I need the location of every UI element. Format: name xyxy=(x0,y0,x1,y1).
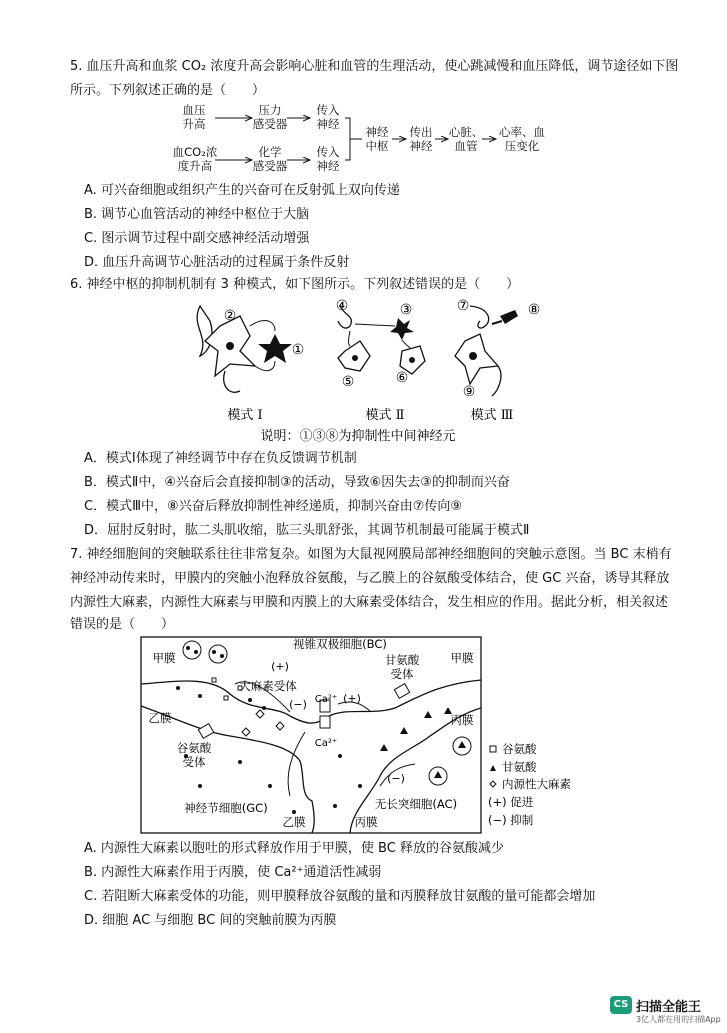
glu-receptor-label1: 谷氨酸 xyxy=(176,741,212,755)
camscanner-watermark xyxy=(610,992,722,1028)
q6-num-2: ② xyxy=(223,308,237,324)
q5-option-d: D. 血压升高调节心脏活动的过程属于条件反射 xyxy=(84,255,350,270)
q6-num-6: ⑥ xyxy=(395,370,409,386)
q6-num-3: ③ xyxy=(399,302,413,318)
jia-right-label: 甲膜 xyxy=(450,651,474,665)
q6-stem: 6. 神经中枢的抑制机制有 3 种模式，如下图所示。下列叙述错误的是（ ） xyxy=(70,277,520,292)
q6-num-8: ⑧ xyxy=(527,302,540,318)
q6-option-c: C．模式Ⅲ中，⑧兴奋后释放抑制性神经递质，抑制兴奋由⑦传向⑨ xyxy=(84,499,463,514)
q6-num-7: ⑦ xyxy=(456,298,470,314)
yi-left-label: 乙膜 xyxy=(148,711,172,725)
q7-option-b: B. 内源性大麻素作用于丙膜，使 Ca²⁺通道活性减弱 xyxy=(84,865,382,880)
q7-option-a: A. 内源性大麻素以胞吐的形式释放作用于甲膜，使 BC 释放的谷氨酸减少 xyxy=(84,841,504,856)
cb-receptor-label: 大麻素受体 xyxy=(239,679,297,693)
mode1-diagram xyxy=(197,306,292,392)
q6-option-a: A．模式Ⅰ体现了神经调节中存在负反馈调节机制 xyxy=(84,451,357,466)
q6-label-mode3: 模式 Ⅲ xyxy=(470,408,514,423)
q5-node-center: 神经 中枢 xyxy=(365,125,389,153)
q6-option-b: B．模式Ⅱ中，④兴奋后会直接抑制③的活动，导致⑥因失去③的抑制而兴奋 xyxy=(84,475,510,490)
q6-num-4: ④ xyxy=(335,298,349,314)
ac-label: 无长突细胞(AC) xyxy=(374,797,458,811)
q5-node-afferent2: 传入 神经 xyxy=(316,145,340,173)
q5-option-b: B. 调节心血管活动的神经中枢位于大脑 xyxy=(84,207,310,222)
q7-synapse-figure xyxy=(140,636,600,836)
camscanner-tagline: 3亿人都在用的扫描App xyxy=(636,1015,721,1024)
q7-stem-line3: 内源性大麻素，内源性大麻素与甲膜和丙膜上的大麻素受体结合，发生相应的作用。据此分析，相关叙述 xyxy=(70,595,669,610)
plus-label-2: (+) xyxy=(343,692,361,705)
jia-left-label: 甲膜 xyxy=(152,651,176,665)
q5-stem-line2: 所示。下列叙述正确的是（ ） xyxy=(70,83,266,98)
q6-caption: 说明：①③⑧为抑制性中间神经元 xyxy=(260,429,456,444)
q6-num-5: ⑤ xyxy=(341,374,355,390)
q5-node-bp-rise: 血压 升高 xyxy=(182,103,206,131)
mode3-diagram xyxy=(455,306,518,396)
q5-option-a: A. 可兴奋细胞或组织产生的兴奋可在反射弧上双向传递 xyxy=(84,183,400,198)
q6-label-mode2: 模式 Ⅱ xyxy=(365,408,405,423)
minus-label-1: (−) xyxy=(289,698,307,711)
ca-label-2: Ca²⁺ xyxy=(314,738,338,749)
q5-node-afferent1: 传入 神经 xyxy=(316,103,340,131)
camscanner-logo-icon: CS xyxy=(610,996,632,1014)
q5-node-result: 心率、血 压变化 xyxy=(499,125,545,153)
q7-stem-line4: 错误的是（ ） xyxy=(70,617,175,632)
q5-stem-line1: 5. 血压升高和血浆 CO₂ 浓度升高会影响心脏和血管的生理活动，使心跳减慢和血压降低，调节途径如下图 xyxy=(70,59,679,74)
legend-glu: 谷氨酸 xyxy=(502,742,537,756)
gc-label: 神经节细胞(GC) xyxy=(184,801,268,815)
camscanner-brand: 扫描全能王 xyxy=(636,1000,702,1015)
q5-node-pressure-receptor: 压力 感受器 xyxy=(252,103,288,131)
glu-receptor-label2: 受体 xyxy=(182,755,206,769)
q6-label-mode1: 模式 Ⅰ xyxy=(227,408,263,423)
q6-figure xyxy=(180,296,540,446)
q6-num-1: ① xyxy=(291,342,305,358)
q6-num-9: ⑨ xyxy=(462,384,476,400)
q5-node-heart: 心脏、 血管 xyxy=(448,125,484,153)
legend-plus: (+) 促进 xyxy=(488,795,534,809)
gly-receptor-label2: 受体 xyxy=(390,667,414,681)
gly-receptor-label1: 甘氨酸 xyxy=(384,653,420,667)
q5-flow-diagram xyxy=(170,100,570,180)
legend-cb: 内源性大麻素 xyxy=(502,777,571,791)
q5-node-chem-receptor: 化学 感受器 xyxy=(252,145,288,173)
q6-option-d: D．屈肘反射时，肱二头肌收缩，肱三头肌舒张，其调节机制最可能属于模式Ⅱ xyxy=(84,523,530,538)
legend-gly: 甘氨酸 xyxy=(502,760,537,774)
q7-option-c: C. 若阻断大麻素受体的功能，则甲膜释放谷氨酸的量和丙膜释放甘氨酸的量可能都会增加 xyxy=(84,889,596,904)
q5-node-efferent: 传出 神经 xyxy=(409,125,433,153)
q7-stem-line2: 神经冲动传来时，甲膜内的突触小泡释放谷氨酸，与乙膜上的谷氨酸受体结合，使 GC 兴奋，诱导其释放 xyxy=(70,571,670,586)
minus-label-2: (−) xyxy=(387,772,405,785)
q5-option-c: C. 图示调节过程中副交感神经活动增强 xyxy=(84,231,310,246)
q7-stem-line1: 7. 神经细胞间的突触联系往往非常复杂。如图为大鼠视网膜局部神经细胞间的突触示意图。当 BC 末梢有 xyxy=(70,547,672,562)
legend-minus: (−) 抑制 xyxy=(488,813,534,827)
bing-right-label: 丙膜 xyxy=(450,713,474,727)
plus-label-1: (+) xyxy=(271,660,289,673)
q5-node-co2-rise: 血CO₂浓 度升高 xyxy=(172,145,218,173)
yi-bottom-label: 乙膜 xyxy=(282,815,306,829)
ca-label-1: Ca²⁺ xyxy=(314,694,338,705)
bing-bottom-label: 丙膜 xyxy=(354,815,378,829)
q7-option-d: D. 细胞 AC 与细胞 BC 间的突触前膜为丙膜 xyxy=(84,913,337,928)
bc-label: 视锥双极细胞(BC) xyxy=(293,637,387,651)
